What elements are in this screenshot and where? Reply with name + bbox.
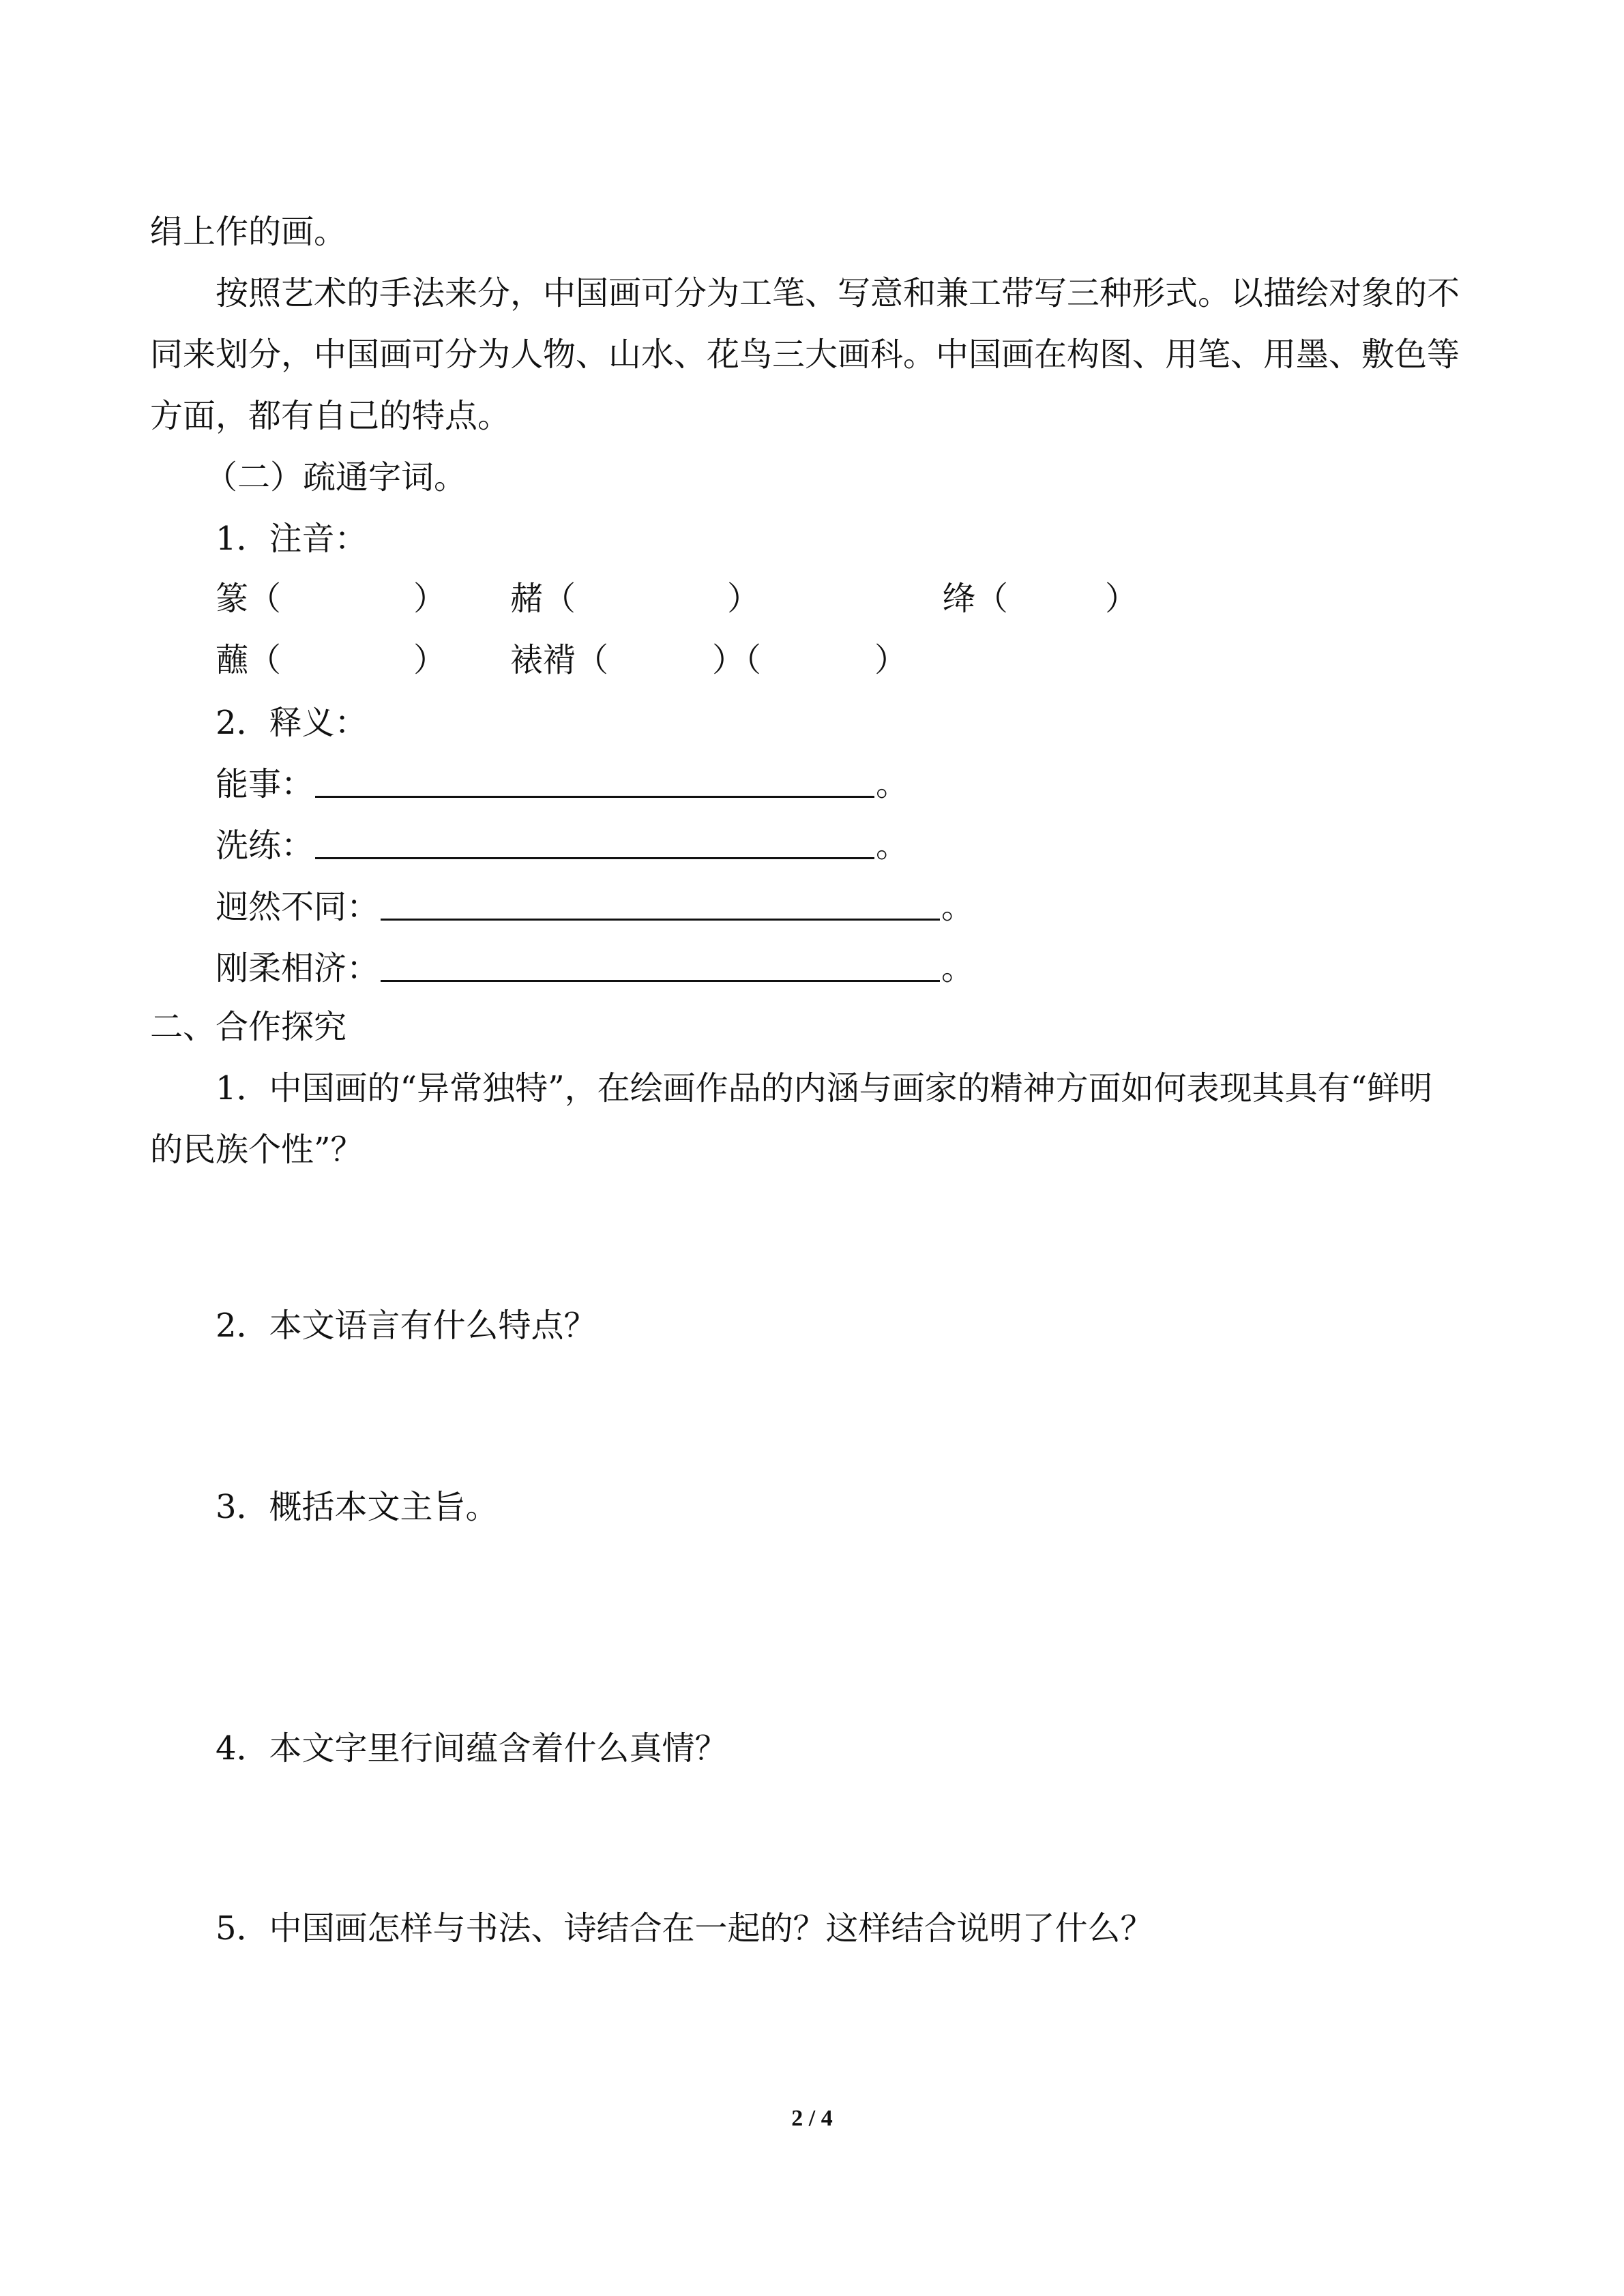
intro-paragraph-line-3: 方面，都有自己的特点。	[150, 397, 511, 435]
answer-blank-line[interactable]	[381, 919, 940, 921]
pinyin-close-paren: ）	[413, 580, 447, 618]
pinyin-label: 1．注音：	[216, 520, 368, 558]
question-1-line-2: 的民族个性”？	[150, 1131, 364, 1169]
pinyin-close-open-paren: ）（	[712, 641, 762, 679]
meaning-label: 2．释义：	[216, 704, 368, 742]
section-coop-heading: 二、合作探究	[150, 1008, 347, 1046]
end-mark: 。	[876, 826, 909, 865]
intro-paragraph-line-2: 同来划分，中国画可分为人物、山水、花鸟三大画科。中国画在构图、用笔、用墨、敷色等	[150, 336, 1460, 374]
answer-blank-line[interactable]	[315, 796, 874, 798]
meaning-term-xilian: 洗练：	[216, 826, 314, 865]
end-mark: 。	[941, 888, 975, 926]
question-4: 4．本文字里行间蕴含着什么真情？	[216, 1729, 728, 1768]
pinyin-close-paren: ）	[1105, 580, 1138, 618]
pinyin-item-zhe: 赭（	[510, 580, 576, 618]
end-mark: 。	[941, 949, 975, 987]
pinyin-close-paren: ）	[413, 641, 447, 679]
intro-paragraph-line-1: 按照艺术的手法来分，中国画可分为工笔、写意和兼工带写三种形式。以描绘对象的不	[216, 274, 1460, 312]
meaning-term-jiongran: 迥然不同：	[216, 888, 380, 926]
page-number: 2 / 4	[791, 2106, 833, 2131]
pinyin-close-paren: ）	[727, 580, 761, 618]
answer-blank-line[interactable]	[381, 980, 940, 982]
question-5: 5．中国画怎样与书法、诗结合在一起的？这样结合说明了什么？	[216, 1909, 1153, 1948]
pinyin-item-zhan: 蘸（	[216, 641, 282, 679]
meaning-term-gangrou: 刚柔相济：	[216, 949, 380, 987]
pinyin-item-jiang: 绛（	[943, 580, 1009, 618]
pinyin-close-paren: ）	[874, 641, 908, 679]
meaning-term-nengshi: 能事：	[216, 765, 314, 803]
question-1-line-1: 1．中国画的“异常独特”，在绘画作品的内涵与画家的精神方面如何表现其具有“鲜明	[216, 1069, 1433, 1107]
pinyin-item-biaobei: 裱褙（	[510, 641, 609, 679]
question-3: 3．概括本文主旨。	[216, 1488, 499, 1526]
end-mark: 。	[876, 765, 909, 803]
answer-blank-line[interactable]	[315, 857, 874, 859]
pinyin-item-zhuan: 篆（	[216, 580, 282, 618]
section-words-heading: （二）疏通字词。	[205, 458, 467, 496]
question-2: 2．本文语言有什么特点？	[216, 1307, 597, 1345]
intro-line-1: 绢上作的画。	[150, 213, 347, 251]
